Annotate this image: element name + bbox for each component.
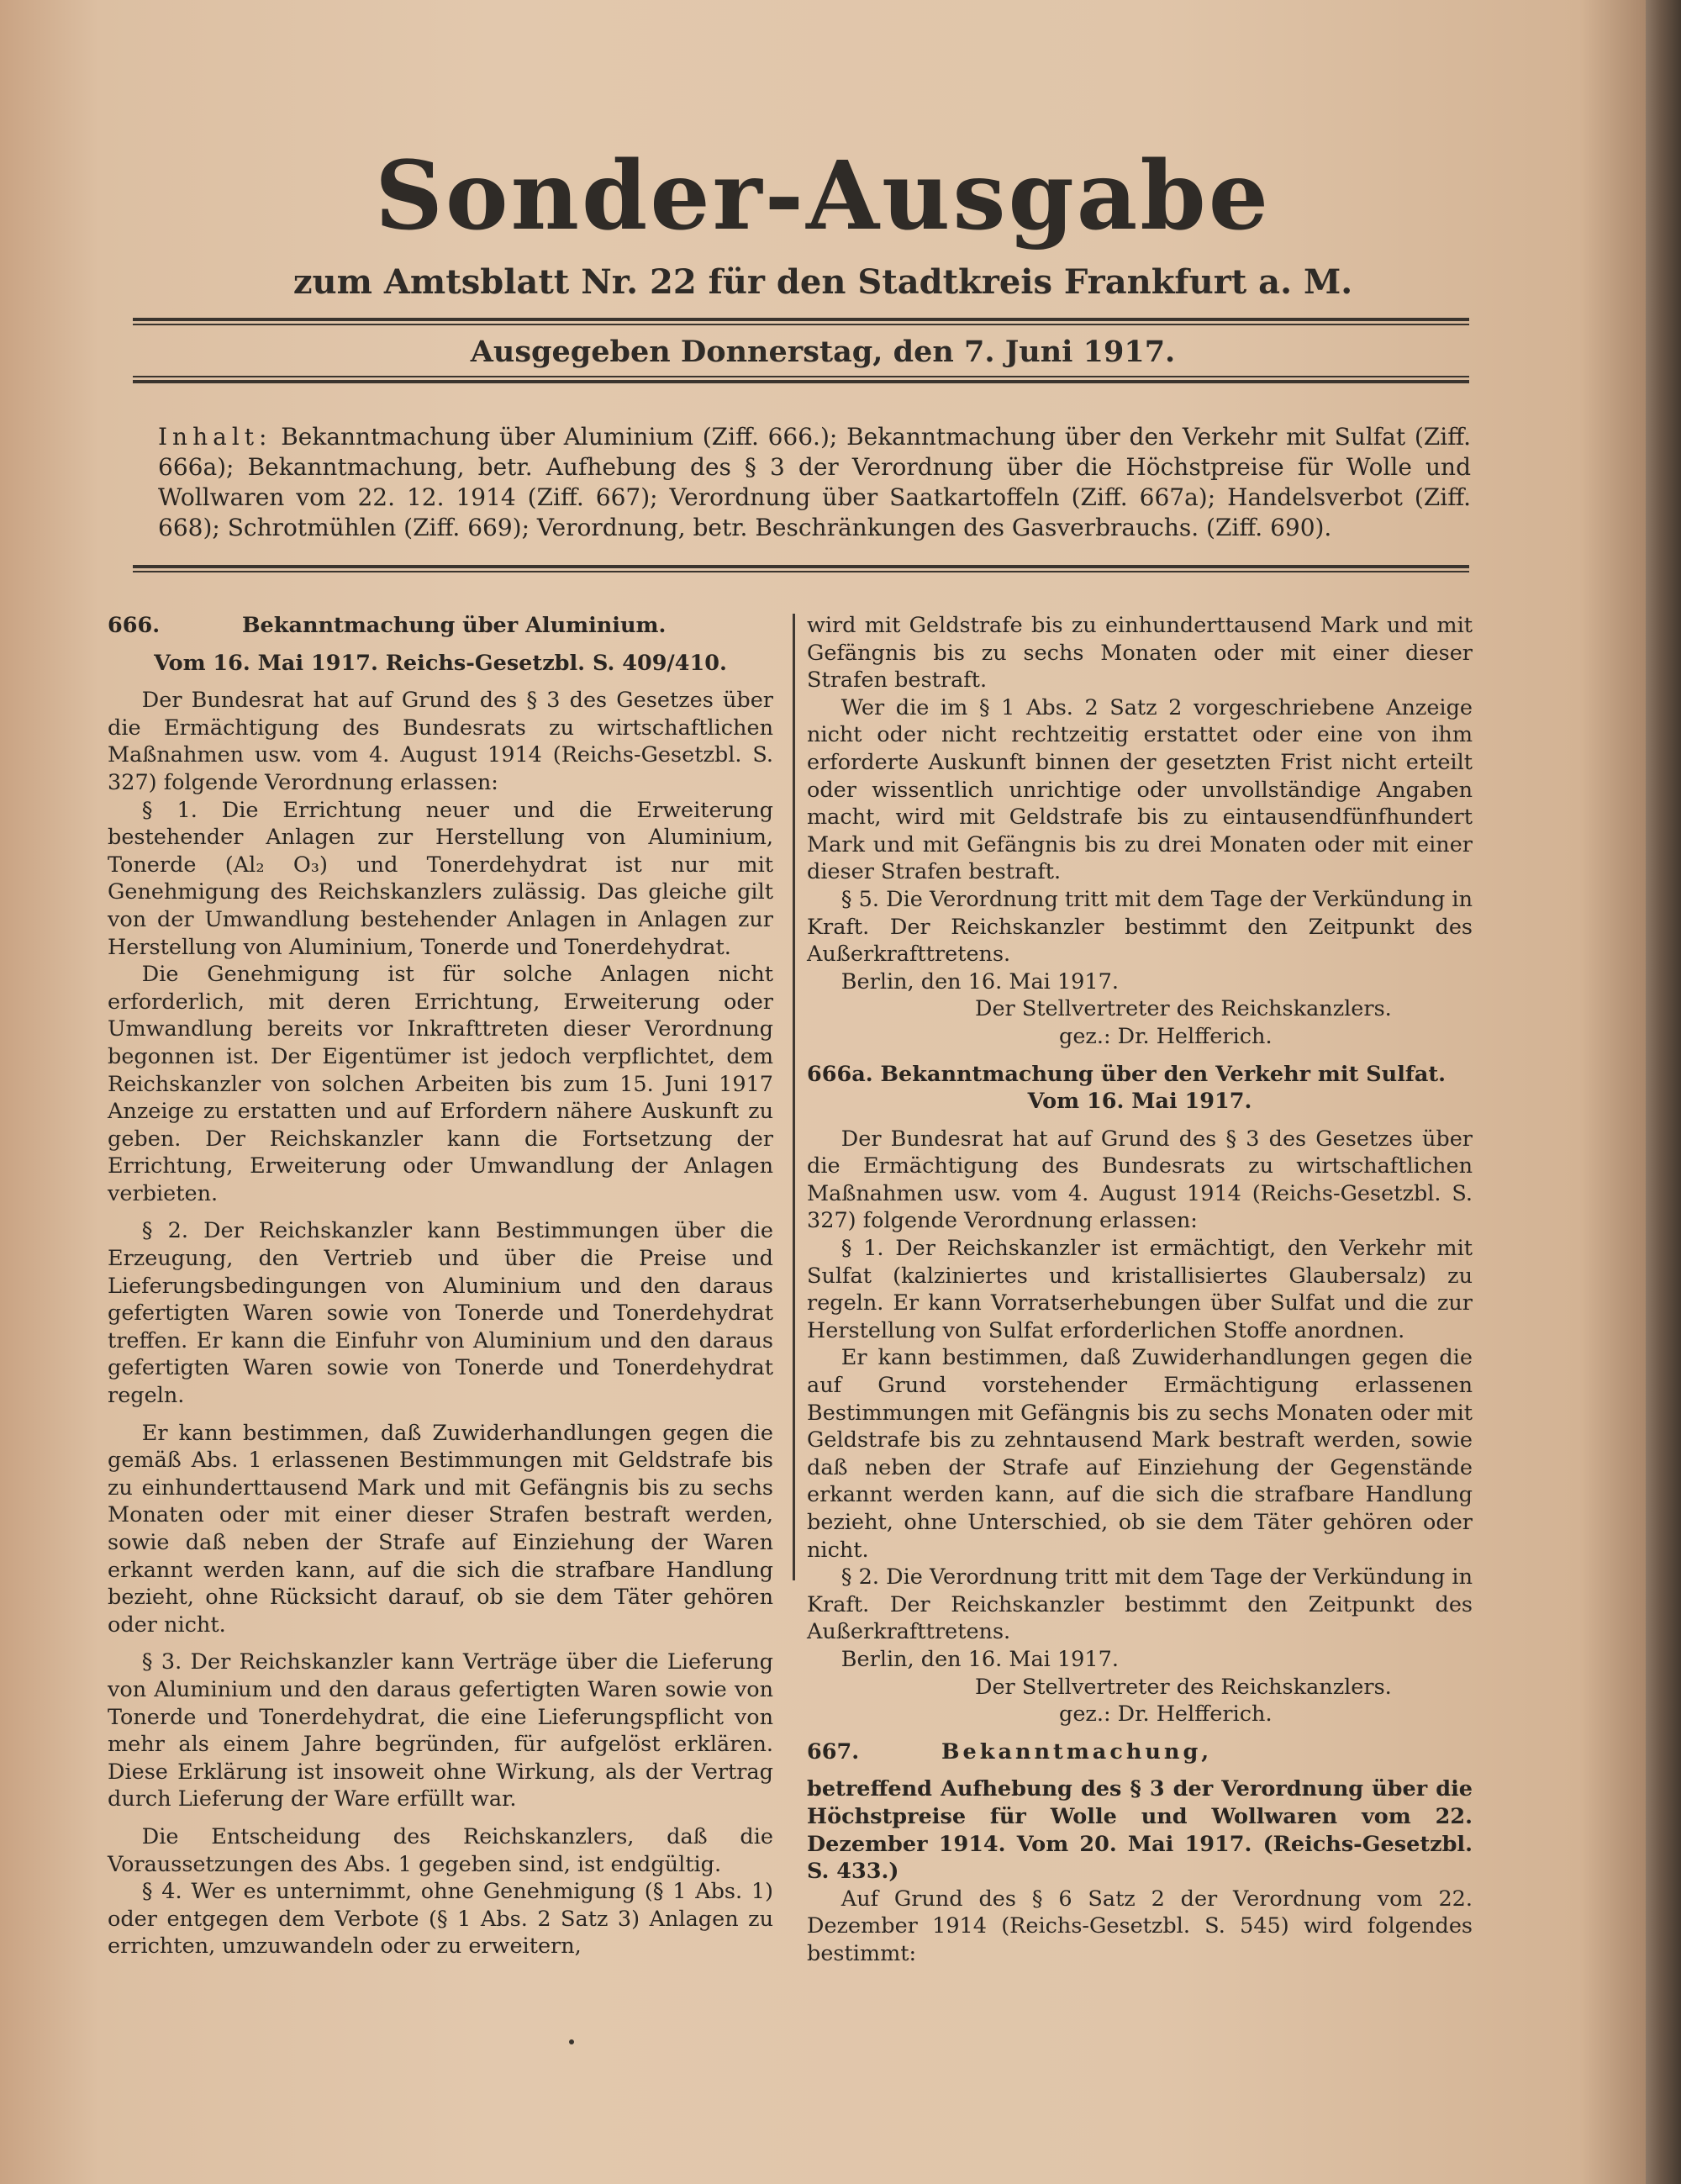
paragraph: Die Genehmigung ist für solche Anlagen nicht erforderlich, mit deren Errichtung, Erweiterung oder Umwandlung bereits vor Inkrafttreten dieser Verordnung begonnen ist. Der Eigentümer ist jedoch verpflichtet, dem Reichskanzler von solchen Arbeiten bis zum 15. Juni 1917 Anzeige zu erstatten und auf Erfordern nähere Auskunft zu geben. Der Reichskanzler kann die Fortsetzung der Errichtung, Erweiterung oder Umwandlung der Anlagen verbieten. bbox=[108, 962, 773, 1206]
ink-dot bbox=[569, 2039, 574, 2044]
paragraph: § 1. Die Errichtung neuer und die Erweiterung bestehender Anlagen zur Herstellung von Aluminium, Tonerde (Al₂ O₃) und Tonerdehydrat ist nur mit Genehmigung des Reichskanzlers zulässig. Das gleiche gilt von der Umwandlung bestehender Anlagen in Anlagen zur Herstellung von Aluminium, Tonerde und Tonerdehydrat. bbox=[108, 797, 773, 960]
left-column bbox=[108, 612, 773, 1960]
paragraph: Er kann bestimmen, daß Zuwiderhandlungen gegen die gemäß Abs. 1 erlassenen Bestimmungen mit Geldstrafe bis zu einhunderttausend Mark und mit Gefängnis bis zu sechs Monaten oder mit einer dieser Strafen bestraft werden, sowie daß neben der Strafe auf Einziehung der Waren erkannt werden kann, auf die sich die strafbare Handlung bezieht, ohne Rücksicht darauf, ob sie dem Täter gehören oder nicht. bbox=[108, 1420, 773, 1638]
page-subtitle: zum Amtsblatt Nr. 22 für den Stadtkreis Frankfurt a. M. bbox=[292, 262, 1353, 302]
right-column bbox=[807, 612, 1473, 1968]
signature-title: Der Stellvertreter des Reichskanzlers. bbox=[975, 1674, 1392, 1700]
place-date: Berlin, den 16. Mai 1917. bbox=[840, 968, 1119, 994]
header-rule-top bbox=[133, 318, 1469, 321]
paragraph-continuation: wird mit Geldstrafe bis zu einhunderttausend Mark und mit Gefängnis bis zu sechs Monaten oder mit einer dieser Strafen bestraft. bbox=[807, 613, 1473, 694]
signature-name: gez.: Dr. Helfferich. bbox=[1059, 1023, 1273, 1049]
section-666-date: Vom 16. Mai 1917. Reichs-Gesetzbl. S. 409/410. bbox=[154, 650, 727, 676]
header-rule-top-thin bbox=[133, 324, 1469, 325]
contents-label: Inhalt: bbox=[158, 423, 272, 451]
section-667-heading bbox=[807, 1738, 1473, 1766]
signature-name: gez.: Dr. Helfferich. bbox=[1059, 1701, 1273, 1728]
section-666a-heading: 666a. Bekanntmachung über den Verkehr mit Sulfat. bbox=[807, 1061, 1447, 1087]
signature-title: Der Stellvertreter des Reichskanzlers. bbox=[975, 996, 1392, 1022]
paragraph: § 2. Der Reichskanzler kann Bestimmungen über die Erzeugung, den Vertrieb und über die Preise und Lieferungsbedingungen von Aluminium und den daraus gefertigten Waren sowie von Tonerde und Tonerdehydrat treffen. Er kann die Einfuhr von Aluminium und den daraus gefertigten Waren sowie von Tonerde und Tonerdehydrat regeln. bbox=[108, 1218, 773, 1409]
paragraph: § 4. Wer es unternimmt, ohne Genehmigung (§ 1 Abs. 1) oder entgegen dem Verbote (§ 1 Abs. 2 Satz 3) Anlagen zu errichten, umzuwandeln oder zu erweitern, bbox=[108, 1879, 773, 1960]
section-666a-date: Vom 16. Mai 1917. bbox=[1027, 1089, 1252, 1115]
table-of-contents bbox=[158, 422, 1471, 543]
paragraph: § 1. Der Reichskanzler ist ermächtigt, den Verkehr mit Sulfat (kalziniertes und kristallisiertes Glaubersalz) zu regeln. Er kann Vorratserhebungen über Sulfat und die zur Herstellung von Sulfat erforderlichen Stoffe anordnen. bbox=[807, 1236, 1473, 1343]
paragraph: Wer die im § 1 Abs. 2 Satz 2 vorgeschriebene Anzeige nicht oder nicht rechtzeitig erstattet oder eine von ihm erforderte Auskunft binnen der gesetzten Frist nicht erteilt oder wissentlich unrichtige oder unvollständige Angaben macht, wird mit Geldstrafe bis zu eintausendfünfhundert Mark und mit Gefängnis bis zu drei Monaten oder mit einer dieser Strafen bestraft. bbox=[807, 694, 1473, 885]
column-divider bbox=[793, 614, 795, 1580]
header-rule-mid bbox=[133, 380, 1469, 383]
contents-rule-thin bbox=[133, 571, 1469, 572]
section-666-title: Bekanntmachung über Aluminium. bbox=[242, 613, 667, 638]
book-spine bbox=[1646, 0, 1681, 2184]
paragraph: Auf Grund des § 6 Satz 2 der Verordnung vom 22. Dezember 1914 (Reichs-Gesetzbl. S. 545) wird folgendes bestimmt: bbox=[807, 1886, 1473, 1966]
section-667-title: Bekanntmachung, bbox=[941, 1738, 1213, 1765]
section-666-heading bbox=[108, 612, 773, 640]
paragraph: § 5. Die Verordnung tritt mit dem Tage der Verkündung in Kraft. Der Reichskanzler bestimmt den Zeitpunkt des Außerkrafttretens. bbox=[807, 886, 1473, 968]
contents-rule bbox=[133, 565, 1469, 568]
section-667-number: 667. bbox=[807, 1738, 860, 1765]
section-667-subheading: betreffend Aufhebung des § 3 der Verordnung über die Höchstpreise für Wolle und Wollwaren vom 22. Dezember 1914. Vom 20. Mai 1917. (Reichs-Gesetzbl. S. 433.) bbox=[807, 1776, 1473, 1885]
paragraph: § 3. Der Reichskanzler kann Verträge über die Lieferung von Aluminium und den daraus gefertigten Waren sowie von Tonerde und Tonerdehydrat, die eine Lieferungspflicht von mehr als einem Jahre begründen, für aufgelöst erklären. Diese Erklärung ist insoweit ohne Wirkung, als der Vertrag durch Lieferung der Ware erfüllt war. bbox=[108, 1649, 773, 1812]
paragraph: Er kann bestimmen, daß Zuwiderhandlungen gegen die auf Grund vorstehender Ermächtigung erlassenen Bestimmungen mit Gefängnis bis zu sechs Monaten oder mit Geldstrafe bis zu zehntausend Mark bestraft werden, sowie daß neben der Strafe auf Einziehung der Gegenstände erkannt werden kann, auf die sich die strafbare Handlung bezieht, ohne Unterschied, ob sie dem Täter gehören oder nicht. bbox=[807, 1345, 1473, 1563]
paragraph: Der Bundesrat hat auf Grund des § 3 des Gesetzes über die Ermächtigung des Bundesrats zu wirtschaftlichen Maßnahmen usw. vom 4. August 1914 (Reichs-Gesetzbl. S. 327) folgende Verordnung erlassen: bbox=[807, 1126, 1473, 1234]
contents-text: Bekanntmachung über Aluminium (Ziff. 666.); Bekanntmachung über den Verkehr mit Sulfat (Ziff. 666a); Bekanntmachung, betr. Aufhebung des § 3 der Verordnung über die Höchstpreise für Wolle und Wollwaren vom 22. 12. 1914 (Ziff. 667); Verordnung über Saatkartoffeln (Ziff. 667a); Handelsverbot (Ziff. 668); Schrotmühlen (Ziff. 669); Verordnung, betr. Beschränkungen des Gasverbrauchs. (Ziff. 690). bbox=[158, 423, 1471, 541]
issue-date-line: Ausgegeben Donnerstag, den 7. Juni 1917. bbox=[470, 335, 1176, 369]
header-rule-mid-thin bbox=[133, 376, 1469, 377]
paragraph: § 2. Die Verordnung tritt mit dem Tage der Verkündung in Kraft. Der Reichskanzler bestimmt den Zeitpunkt des Außerkrafttretens. bbox=[807, 1564, 1473, 1645]
paragraph: Die Entscheidung des Reichskanzlers, daß die Voraussetzungen des Abs. 1 gegeben sind, ist endgültig. bbox=[108, 1823, 773, 1877]
page-title: Sonder-Ausgabe bbox=[375, 141, 1271, 251]
section-666-number: 666. bbox=[108, 613, 161, 638]
place-date: Berlin, den 16. Mai 1917. bbox=[840, 1646, 1119, 1672]
paragraph: Der Bundesrat hat auf Grund des § 3 des Gesetzes über die Ermächtigung des Bundesrats zu wirtschaftlichen Maßnahmen usw. vom 4. August 1914 (Reichs-Gesetzbl. S. 327) folgende Verordnung erlassen: bbox=[108, 688, 773, 795]
